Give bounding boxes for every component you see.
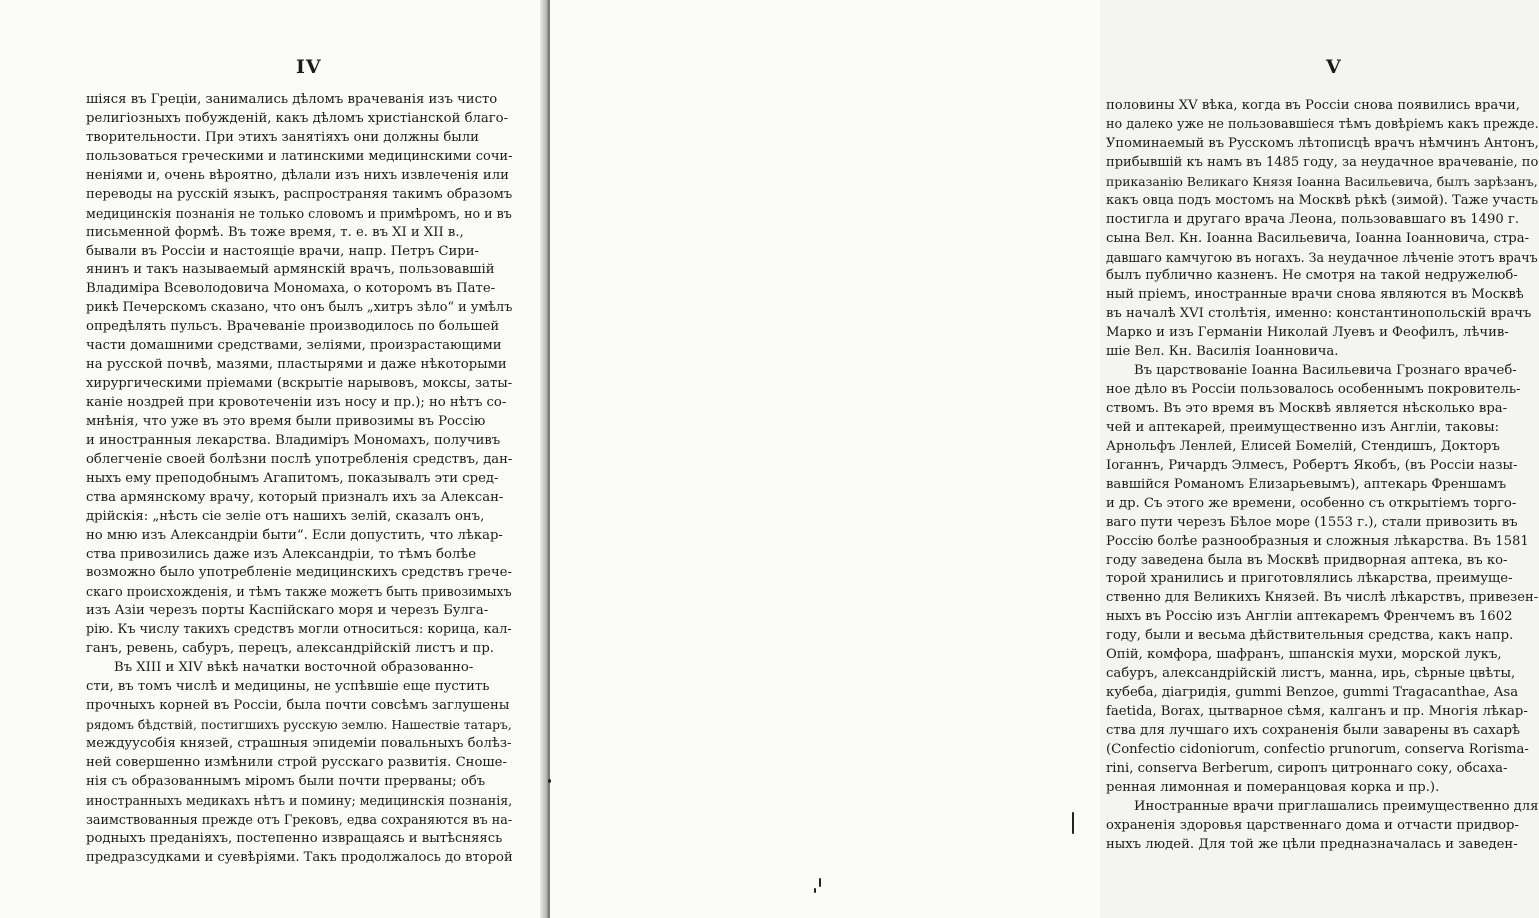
page-text [86,91,512,867]
text-line: облегченіе своей болѣзни послѣ употребленія средствъ, дан- [86,451,513,467]
paper-speck [1072,812,1074,834]
text-line: ное дѣло въ Россіи пользовалось особеннымъ покровитель- [1106,382,1521,398]
text-line: чей и аптекарей, преимущественно изъ Англіи, таковы: [1106,419,1500,435]
text-line: рію. Къ числу такихъ средствъ могли относиться: корица, кал- [86,622,512,638]
text-line: части домашними средствами, зеліями, произрастающими [86,338,502,354]
text-line: ныхъ людей. Для той же цѣли предназначалась и заведен- [1106,836,1518,852]
text-line: охраненія здоровья царственнаго дома и отчасти придвор- [1106,817,1519,833]
text-line: прочныхъ корней въ Россіи, была почти совсѣмъ заглушены [86,698,510,713]
text-line: дрійскія: „нѣсть сіе зеліе отъ нашихъ зелій, сказалъ онъ, [86,508,485,524]
text-line: и иностранныя лекарства. Владиміръ Мономахъ, получивъ [86,432,501,448]
text-line: ныхъ въ Россію изъ Англіи аптекаремъ Френчемъ въ 1602 [1106,609,1513,625]
text-line: половины XV вѣка, когда въ Россіи снова появились врачи, [1106,98,1520,113]
text-line: faetida, Borax, цытварное сѣмя, калганъ и пр. Многія лѣкар- [1106,704,1528,719]
text-line: ныхъ ему преподобнымъ Агапитомъ, показывалъ эти сред- [86,470,499,486]
text-line: ренная лимонная и померанцовая корка и пр.). [1106,779,1440,795]
text-line: шіяся въ Греціи, занимались дѣломъ врачеванія изъ чисто [86,92,498,107]
text-line: Іоганнъ, Ричардъ Элмесъ, Робертъ Якобъ, (въ Россіи назы- [1106,457,1518,473]
text-line: въ началѣ XVI столѣтія, именно: константинопольскій врачъ [1106,306,1532,322]
text-line: неніями и, очень вѣроятно, дѣлали изъ нихъ извлеченія или [86,167,509,183]
text-line: ства привозились даже изъ Александріи, то тѣмъ болѣе [86,546,477,562]
text-line: письменной формѣ. Въ тоже время, т. е. въ XI и XII в., [86,224,464,240]
text-line: опредѣлять пульсъ. Врачеваніе производилось по большей [86,319,500,335]
text-line: пользоваться греческими и латинскими медицинскими сочи- [86,148,513,164]
text-line: религіозныхъ побужденій, какъ дѣломъ христіанской благо- [86,110,509,126]
text-line: иностранныхъ медикахъ нѣтъ и помину; медицинскія познанія, [86,792,513,808]
text-line: давшаго камчугою въ ногахъ. За неудачное лѣченіе этотъ врачъ [1106,249,1538,265]
text-line: и др. Съ этого же времени, особенно съ открытіемъ торго- [1106,495,1517,511]
paragraph [86,659,512,867]
text-line: Опій, комфора, шафранъ, шпанскія мухи, морской лукъ, [1106,647,1502,663]
text-line: рикѣ Печерскомъ сказано, что онъ былъ „хитръ зѣло“ и умѣлъ [86,300,513,316]
text-line: заимствованныя прежде отъ Грековъ, едва сохраняются въ на- [86,811,513,827]
text-line: ваго пути черезъ Бѣлое море (1553 г.), стали привозить въ [1106,514,1518,530]
paragraph [1106,97,1538,362]
text-line: рядомъ бѣдствій, постигшихъ русскую землю. Нашествіе татаръ, [86,717,512,732]
text-line: Арнольфъ Ленлей, Елисей Бомелій, Стендишъ, Докторъ [1106,438,1500,454]
text-line: кубеба, діагридія, gummi Benzoe, gummi Tragacanthae, Asa [1106,685,1519,701]
text-line: году заведена была въ Москвѣ придворная аптека, въ ко- [1106,552,1508,568]
text-line: сына Вел. Кн. Іоанна Васильевича, Іоанна Іоанновича, стра- [1106,230,1530,246]
text-line: ства армянскому врачу, который призналъ ихъ за Алексан- [86,489,504,505]
text-line: былъ публично казненъ. Не смотря на такой недружелюб- [1106,268,1518,284]
text-line: Въ XIII и XIV вѣкѣ начатки восточной образованно- [114,660,474,676]
paper-speck [548,779,551,783]
text-line: торой хранились и приготовлялись лѣкарства, преимуще- [1106,571,1513,587]
text-line: Россію болѣе разнообразныя и сложныя лѣкарства. Въ 1581 [1106,533,1529,549]
paragraph [1106,798,1538,855]
text-line: бывали въ Россіи и настоящіе врачи, напр. Петръ Сири- [86,243,479,259]
text-line: хирургическими пріемами (вскрытіе нарывовъ, моксы, заты- [86,376,513,392]
text-line: ней совершенно измѣнили строй русскаго развитія. Сноше- [86,754,507,770]
text-line: шіе Вел. Кн. Василія Іоанновича. [1106,344,1339,360]
text-line: Въ царствованіе Іоанна Васильевича Грознаго врачеб- [1134,363,1517,379]
text-line: мнѣнія, что уже въ это время были привозимы въ Россію [86,413,486,429]
text-line: сти, въ томъ числѣ и медицины, не успѣвшіе еще пустить [86,679,490,695]
text-line: но мню изъ Александріи быти“. Если допустить, что лѣкар- [86,527,503,543]
text-line: ганъ, ревень, сабуръ, перецъ, александрійскій листъ и пр. [86,641,494,657]
text-line: янинъ и такъ называемый армянскій врачъ, пользовавшій [86,262,495,278]
text-line: Упоминаемый въ Русскомъ лѣтописцѣ врачъ нѣмчинъ Антонъ, [1106,135,1539,151]
text-line: сабуръ, александрійскій листъ, манна, ирь, сѣрные цвѣты, [1106,666,1516,682]
text-line: прибывшій къ намъ въ 1485 году, за неудачное врачеваніе, по [1106,154,1539,170]
paragraph [86,91,512,659]
text-line: скаго происхожденія, и тѣмъ также можетъ быть привозимыхъ [86,584,512,600]
text-line: каніе ноздрей при кровотеченіи изъ носу и пр.); но нѣтъ со- [86,395,507,410]
right-page [550,0,1539,918]
paper-speck [814,888,816,893]
text-line: переводы на русскій языкъ, распространяя такимъ образомъ [86,186,513,202]
text-line: Иностранные врачи приглашались преимущественно для [1134,798,1539,814]
text-line: вавшійся Романомъ Елизарьевымъ), аптекарь Френшамъ [1106,476,1507,492]
text-line: rini, conserva Berberum, сиропъ цитроннаго соку, обсаха- [1106,760,1508,776]
text-line: Владиміра Всеволодовича Мономаха, о которомъ въ Пате- [86,281,496,297]
text-line: Марко и изъ Германіи Николай Луевъ и Феофилъ, лѣчив- [1106,325,1509,341]
page-number: V [1326,56,1342,78]
text-line: родныхъ преданіяхъ, постепенно извращаясь и вытѣсняясь [86,830,503,846]
text-line: ства для лучшаго ихъ сохраненія были заварены въ сахарѣ [1106,722,1520,738]
text-line: какъ овца подъ мостомъ на Москвѣ рѣкѣ (зимой). Таже участь [1106,192,1539,208]
text-line: но далеко уже не пользовавшіеся тѣмъ довѣріемъ какъ прежде. [1106,116,1539,132]
paragraph [1106,362,1538,798]
text-line: постигла и другаго врача Леона, пользовавшаго въ 1490 г. [1106,211,1520,227]
text-line: изъ Азіи черезъ порты Каспійскаго моря и черезъ Булга- [86,603,489,619]
text-line: медицинскія познанія не только словомъ и примѣромъ, но и въ [86,205,512,221]
text-line: году, были и весьма дѣйствительныя средства, какъ напр. [1106,628,1514,644]
text-line: ственно для Великихъ Князей. Въ числѣ лѣкарствъ, привезен- [1106,590,1539,606]
text-line: возможно было употребленіе медицинскихъ средствъ грече- [86,565,512,581]
text-line: на русской почвѣ, мазями, пластырями и даже нѣкоторыми [86,357,507,373]
page-number: IV [296,56,322,78]
page-text [1106,97,1538,855]
text-line: ствомъ. Въ это время въ Москвѣ является нѣсколько вра- [1106,401,1508,416]
left-page [0,0,546,918]
text-line: творительности. При этихъ занятіяхъ они должны были [86,129,479,145]
text-line: (Confectio cidoniorum, confectio prunorum, conserva Rorisma- [1106,741,1529,757]
text-line: междуусобія князей, страшныя эпидеміи повальныхъ болѣз- [86,735,512,751]
text-line: предразсудками и суевѣріями. Такъ продолжалось до второй [86,849,513,865]
text-line: нія съ образованнымъ міромъ были почти прерваны; объ [86,773,486,789]
text-line: ный пріемъ, иностранные врачи снова являются въ Москвѣ [1106,287,1524,303]
paper-speck [819,878,821,887]
text-line: приказанію Великаго Князя Іоанна Васильевича, былъ зарѣзанъ, [1106,173,1538,189]
